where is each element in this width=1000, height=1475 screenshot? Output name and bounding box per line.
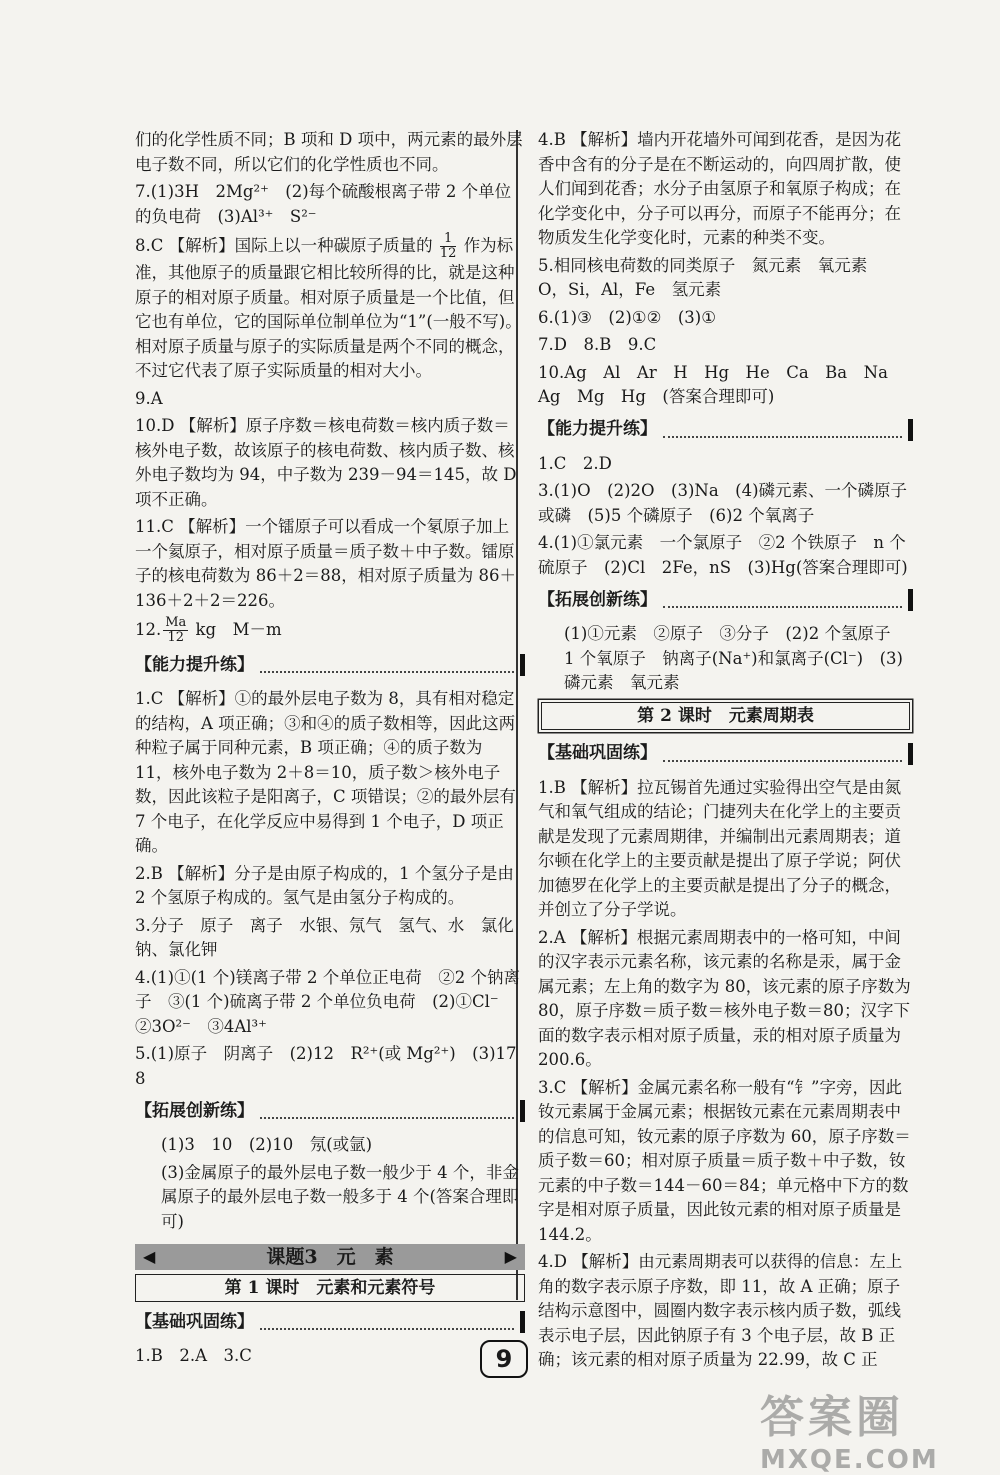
answer-8-body: 作为标准，其他原子的质量跟它相比较所得的比，就是这种原子的相对原子质量。相对原子质量是一个比值，但它也有单位，它的国际单位制单位为“1”(一般不写)。相对原子质量与原子的实际质量是两个不同的概念，不过它代表了原子实际质量的相对大小。 bbox=[135, 236, 522, 380]
basic-r1: 1.B 【解析】拉瓦锡首先通过实验得出空气是由氮气和氧气组成的结论；门捷列夫在化学上的主要贡献是发现了元素周期律，并编制出元素周期表；道尔顿在化学上的主要贡献是提出了原子学说；阿伏加德罗在化学上的主要贡献是提出了分子的概念，并创立了分子学说。 bbox=[538, 777, 902, 919]
ability-3: 3.分子 原子 离子 水银、氖气 氢气、水 氯化钠、氯化钾 bbox=[135, 915, 514, 959]
ability-r4: 4.(1)①氯元素 一个氯原子 ②2 个铁原子 n 个硫原子 (2)Cl 2Fe，nS (3)Hg(答案合理即可) bbox=[538, 533, 908, 577]
answer-r6: 6.(1)③ (2)①② (3)① bbox=[538, 307, 717, 327]
expand-2: (3)金属原子的最外层电子数一般少于 4 个，非金属原子的最外层电子数一般多于 4 个(答案合理即可) bbox=[161, 1162, 519, 1231]
expand-r1: (1)①元素 ②原子 ③分子 (2)2 个氢原子 1 个氧原子 钠离子(Na⁺)和氯离子(Cl⁻) (3)磷元素 氧元素 bbox=[564, 624, 907, 692]
answer-10: 10.D 【解析】原子序数＝核电荷数＝核内质子数＝核外电子数，故该原子的核电荷数、核内质子数、核外电子数均为 94，中子数为 239－94＝145，故 D 项不正确。 bbox=[135, 416, 517, 509]
ability-2: 2.B 【解析】分子是由原子构成的，1 个氢分子是由 2 个氢原子构成的。氢气是由氢分子构成的。 bbox=[135, 863, 514, 907]
lesson-2-title: 第 2 课时 元素周期表 bbox=[541, 702, 910, 730]
basic-r2: 2.A 【解析】根据元素周期表中的一格可知，中间的汉字表示元素名称，该元素的名称是汞，属于金属元素；左上角的数字为 80，该元素的原子序数为 80，原子序数＝质子数＝核外电子数＝80；汉字下面的数字表示相对原子质量，汞的相对原子质量为 200.6。 bbox=[538, 927, 911, 1069]
right-column bbox=[538, 128, 913, 1376]
ability-5: 5.(1)原子 阴离子 (2)12 R²⁺(或 Mg²⁺) (3)17 8 bbox=[135, 1044, 533, 1088]
lesson-1-title: 第 1 课时 元素和元素符号 bbox=[135, 1274, 525, 1302]
answer-8-head: 8.C 【解析】国际上以一种碳原子质量的 bbox=[135, 236, 433, 255]
answer-11: 11.C 【解析】一个镭原子可以看成一个氡原子加上一个氦原子，相对原子质量＝质子数＋中子数。镭原子的核电荷数为 86＋2＝88，相对原子质量为 86＋136＋2＋2＝226。 bbox=[135, 517, 516, 610]
basic-1: 1.B 2.A 3.C bbox=[135, 1346, 252, 1365]
topic-title: 课题3 元 素 bbox=[266, 1245, 394, 1268]
section-expand-right: 【拓展创新练】 bbox=[538, 586, 913, 614]
answer-7: 7.(1)3H 2Mg²⁺ (2)每个硫酸根离子带 2 个单位的负电荷 (3)Al³⁺ S²⁻ bbox=[135, 182, 512, 226]
answer-8 bbox=[135, 232, 525, 384]
ability-4: 4.(1)①(1 个)镁离子带 2 个单位正电荷 ②2 个钠离子 ③(1 个)硫离子带 2 个单位负电荷 (2)①Cl⁻ ②3O²⁻ ③4Al³⁺ bbox=[135, 967, 520, 1036]
answer-9: 9.A bbox=[135, 388, 163, 408]
answer-line: 们的化学性质不同；B 项和 D 项中，两元素的最外层电子数不同，所以它们的化学性质也不同。 bbox=[135, 130, 523, 174]
ability-1: 1.C 【解析】①的最外层电子数为 8，具有相对稳定的结构，A 项正确；③和④的质子数相等，因此这两种粒子属于同种元素，B 项正确；④的质子数为 11，核外电子数为 2＋8＝10，质子数＞核外电子数，因此该粒子是阳离子，C 项错误；②的最外层有 7 个电子，在化学反应中易得到 1 个电子，D 项正确。 bbox=[135, 689, 516, 855]
basic-r3: 3.C 【解析】金属元素名称一般有“钅”字旁，因此钕元素属于金属元素；根据钕元素在元素周期表中的信息可知，钕元素的原子序数为 60，原子序数＝质子数＝60；相对原子质量＝质子数＋中子数，钕元素的中子数＝144－60＝84；单元格中下方的数字是相对原子质量，因此钕元素的相对原子质量是 144.2。 bbox=[538, 1077, 911, 1244]
triangle-right-icon: ▶ bbox=[504, 1246, 517, 1266]
topic-banner bbox=[135, 1244, 525, 1270]
section-ability-left: 【能力提升练】 bbox=[135, 651, 525, 679]
section-ability-right: 【能力提升练】 bbox=[538, 416, 913, 444]
expand-1: (1)3 10 (2)10 氖(或氩) bbox=[161, 1135, 373, 1154]
triangle-left-icon: ◀ bbox=[143, 1246, 156, 1266]
answer-r7: 7.D 8.B 9.C bbox=[538, 335, 657, 354]
section-basic-left: 【基础巩固练】 bbox=[135, 1308, 525, 1336]
ability-r1: 1.C 2.D bbox=[538, 453, 612, 473]
left-column bbox=[135, 128, 533, 1372]
ability-r3: 3.(1)O (2)2O (3)Na (4)磷元素、一个磷原子或磷 (5)5 个磷原子 (6)2 个氧离子 bbox=[538, 481, 908, 525]
fraction-one-twelfth: $\frac{1}{12}$ bbox=[439, 231, 457, 261]
answer-r10: 10.Ag Al Ar H Hg He Ca Ba Na Ag Mg Hg (答案合理即可) bbox=[538, 362, 905, 406]
basic-r4: 4.D 【解析】由元素周期表可以获得的信息：左上角的数字表示原子序数，即 11，故 A 正确；原子结构示意图中，圆圈内数字表示核内质子数，弧线表示电子层，因此钠原子有 3 个电子层，故 B 正确；该元素的相对原子质量为 22.99，故 C 正 bbox=[538, 1252, 903, 1369]
section-basic-right: 【基础巩固练】 bbox=[538, 740, 913, 768]
watermark-logo: 答案圈 MXQE.COM bbox=[760, 1392, 939, 1475]
section-expand-left: 【拓展创新练】 bbox=[135, 1097, 525, 1125]
page-number: 9 bbox=[480, 1340, 528, 1378]
answer-r5: 5.相同核电荷数的同类原子 氮元素 氧元素 O，Si，Al，Fe 氢元素 bbox=[538, 255, 884, 299]
answer-r4: 4.B 【解析】墙内开花墙外可闻到花香，是因为花香中含有的分子是在不断运动的，向四周扩散，使人们闻到花香；水分子由氢原子和氧原子构成；在化学变化中，分子可以再分，而原子不能再分；在物质发生化学变化时，元素的种类不变。 bbox=[538, 130, 902, 247]
answer-12: 12. $\frac{Ma}{12}$ kg M－m bbox=[135, 615, 282, 645]
fraction-ma-12: $\frac{Ma}{12}$ bbox=[165, 615, 187, 645]
